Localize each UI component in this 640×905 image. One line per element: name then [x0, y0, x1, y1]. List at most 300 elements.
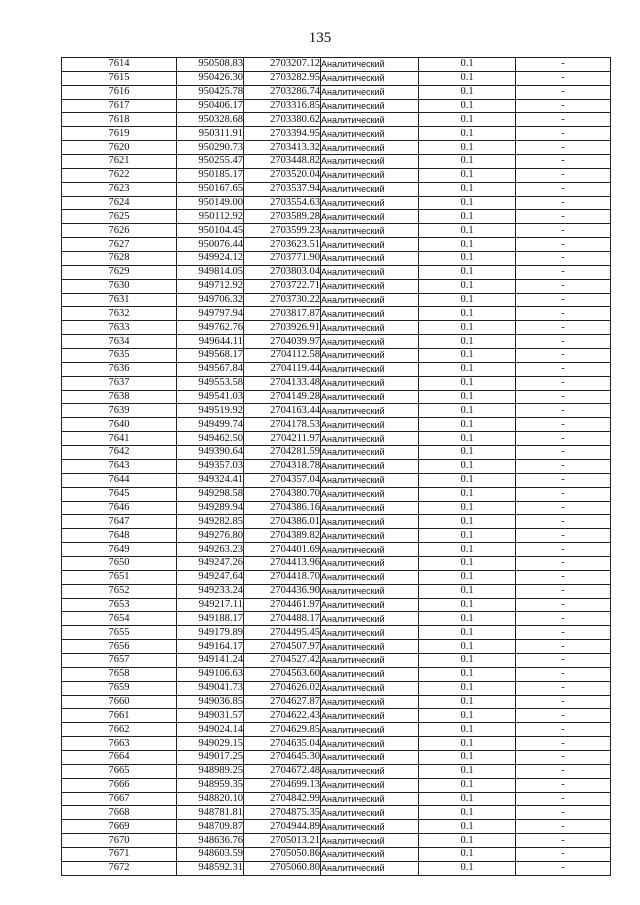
x-coordinate-cell: 949031.57	[177, 709, 244, 723]
point-number-cell: 7653	[62, 598, 177, 612]
method-cell: Аналитический	[321, 210, 419, 224]
y-coordinate-cell: 2704380.70	[244, 487, 321, 501]
x-coordinate-cell: 949797.94	[177, 307, 244, 321]
y-coordinate-cell: 2704507.97	[244, 640, 321, 654]
y-coordinate-cell: 2704495.45	[244, 626, 321, 640]
dash-cell: -	[516, 141, 611, 155]
accuracy-cell: 0.1	[419, 196, 516, 210]
point-number-cell: 7656	[62, 640, 177, 654]
method-cell: Аналитический	[321, 362, 419, 376]
x-coordinate-cell: 949247.26	[177, 556, 244, 570]
y-coordinate-cell: 2704627.87	[244, 695, 321, 709]
dash-cell: -	[516, 279, 611, 293]
accuracy-cell: 0.1	[419, 418, 516, 432]
accuracy-cell: 0.1	[419, 349, 516, 363]
x-coordinate-cell: 949568.17	[177, 349, 244, 363]
method-cell: Аналитический	[321, 58, 419, 72]
table-row	[62, 806, 611, 820]
table-row	[62, 778, 611, 792]
point-number-cell: 7636	[62, 362, 177, 376]
table-row	[62, 847, 611, 861]
point-number-cell: 7652	[62, 584, 177, 598]
y-coordinate-cell: 2704563.60	[244, 667, 321, 681]
accuracy-cell: 0.1	[419, 113, 516, 127]
x-coordinate-cell: 949164.17	[177, 640, 244, 654]
accuracy-cell: 0.1	[419, 750, 516, 764]
dash-cell: -	[516, 58, 611, 72]
dash-cell: -	[516, 806, 611, 820]
table-row	[62, 820, 611, 834]
dash-cell: -	[516, 695, 611, 709]
y-coordinate-cell: 2704875.35	[244, 806, 321, 820]
dash-cell: -	[516, 418, 611, 432]
x-coordinate-cell: 948959.35	[177, 778, 244, 792]
dash-cell: -	[516, 99, 611, 113]
method-cell: Аналитический	[321, 473, 419, 487]
method-cell: Аналитический	[321, 71, 419, 85]
accuracy-cell: 0.1	[419, 501, 516, 515]
point-number-cell: 7638	[62, 390, 177, 404]
x-coordinate-cell: 949188.17	[177, 612, 244, 626]
point-number-cell: 7671	[62, 847, 177, 861]
dash-cell: -	[516, 376, 611, 390]
table-row	[62, 127, 611, 141]
point-number-cell: 7637	[62, 376, 177, 390]
x-coordinate-cell: 949282.85	[177, 515, 244, 529]
dash-cell: -	[516, 307, 611, 321]
method-cell: Аналитический	[321, 85, 419, 99]
dash-cell: -	[516, 168, 611, 182]
y-coordinate-cell: 2704211.97	[244, 432, 321, 446]
accuracy-cell: 0.1	[419, 85, 516, 99]
x-coordinate-cell: 950185.17	[177, 168, 244, 182]
x-coordinate-cell: 949519.92	[177, 404, 244, 418]
y-coordinate-cell: 2704039.97	[244, 335, 321, 349]
point-number-cell: 7670	[62, 834, 177, 848]
point-number-cell: 7650	[62, 556, 177, 570]
point-number-cell: 7626	[62, 224, 177, 238]
method-cell: Аналитический	[321, 335, 419, 349]
point-number-cell: 7669	[62, 820, 177, 834]
accuracy-cell: 0.1	[419, 487, 516, 501]
point-number-cell: 7617	[62, 99, 177, 113]
dash-cell: -	[516, 196, 611, 210]
table-row	[62, 598, 611, 612]
x-coordinate-cell: 949553.58	[177, 376, 244, 390]
y-coordinate-cell: 2703599.23	[244, 224, 321, 238]
table-row	[62, 85, 611, 99]
x-coordinate-cell: 949541.03	[177, 390, 244, 404]
point-number-cell: 7648	[62, 529, 177, 543]
point-number-cell: 7621	[62, 155, 177, 169]
dash-cell: -	[516, 640, 611, 654]
x-coordinate-cell: 950167.65	[177, 182, 244, 196]
dash-cell: -	[516, 459, 611, 473]
x-coordinate-cell: 949041.73	[177, 681, 244, 695]
accuracy-cell: 0.1	[419, 182, 516, 196]
method-cell: Аналитический	[321, 127, 419, 141]
dash-cell: -	[516, 252, 611, 266]
method-cell: Аналитический	[321, 224, 419, 238]
x-coordinate-cell: 950406.17	[177, 99, 244, 113]
y-coordinate-cell: 2704488.17	[244, 612, 321, 626]
y-coordinate-cell: 2704842.99	[244, 792, 321, 806]
x-coordinate-cell: 948709.87	[177, 820, 244, 834]
x-coordinate-cell: 949324.41	[177, 473, 244, 487]
table-row	[62, 404, 611, 418]
x-coordinate-cell: 949814.05	[177, 265, 244, 279]
method-cell: Аналитический	[321, 709, 419, 723]
y-coordinate-cell: 2703803.04	[244, 265, 321, 279]
dash-cell: -	[516, 598, 611, 612]
method-cell: Аналитический	[321, 279, 419, 293]
x-coordinate-cell: 949141.24	[177, 653, 244, 667]
x-coordinate-cell: 949233.24	[177, 584, 244, 598]
method-cell: Аналитический	[321, 820, 419, 834]
point-number-cell: 7623	[62, 182, 177, 196]
table-row	[62, 543, 611, 557]
accuracy-cell: 0.1	[419, 446, 516, 460]
x-coordinate-cell: 949276.80	[177, 529, 244, 543]
point-number-cell: 7624	[62, 196, 177, 210]
dash-cell: -	[516, 85, 611, 99]
accuracy-cell: 0.1	[419, 653, 516, 667]
accuracy-cell: 0.1	[419, 529, 516, 543]
y-coordinate-cell: 2703520.04	[244, 168, 321, 182]
x-coordinate-cell: 949390.64	[177, 446, 244, 460]
dash-cell: -	[516, 155, 611, 169]
y-coordinate-cell: 2704418.70	[244, 570, 321, 584]
dash-cell: -	[516, 556, 611, 570]
table-row	[62, 196, 611, 210]
y-coordinate-cell: 2704401.69	[244, 543, 321, 557]
dash-cell: -	[516, 127, 611, 141]
method-cell: Аналитический	[321, 847, 419, 861]
x-coordinate-cell: 949289.94	[177, 501, 244, 515]
accuracy-cell: 0.1	[419, 640, 516, 654]
table-row	[62, 141, 611, 155]
accuracy-cell: 0.1	[419, 155, 516, 169]
table-row	[62, 515, 611, 529]
x-coordinate-cell: 949567.84	[177, 362, 244, 376]
dash-cell: -	[516, 293, 611, 307]
dash-cell: -	[516, 653, 611, 667]
dash-cell: -	[516, 71, 611, 85]
x-coordinate-cell: 949462.50	[177, 432, 244, 446]
accuracy-cell: 0.1	[419, 390, 516, 404]
x-coordinate-cell: 949263.23	[177, 543, 244, 557]
accuracy-cell: 0.1	[419, 515, 516, 529]
dash-cell: -	[516, 764, 611, 778]
x-coordinate-cell: 950149.00	[177, 196, 244, 210]
point-number-cell: 7646	[62, 501, 177, 515]
method-cell: Аналитический	[321, 501, 419, 515]
accuracy-cell: 0.1	[419, 335, 516, 349]
y-coordinate-cell: 2704413.96	[244, 556, 321, 570]
dash-cell: -	[516, 723, 611, 737]
table-row	[62, 432, 611, 446]
accuracy-cell: 0.1	[419, 764, 516, 778]
accuracy-cell: 0.1	[419, 71, 516, 85]
dash-cell: -	[516, 432, 611, 446]
point-number-cell: 7615	[62, 71, 177, 85]
point-number-cell: 7668	[62, 806, 177, 820]
table-row	[62, 640, 611, 654]
method-cell: Аналитический	[321, 168, 419, 182]
point-number-cell: 7665	[62, 764, 177, 778]
y-coordinate-cell: 2703623.51	[244, 238, 321, 252]
point-number-cell: 7645	[62, 487, 177, 501]
x-coordinate-cell: 949036.85	[177, 695, 244, 709]
x-coordinate-cell: 950104.45	[177, 224, 244, 238]
table-row	[62, 653, 611, 667]
y-coordinate-cell: 2704389.82	[244, 529, 321, 543]
accuracy-cell: 0.1	[419, 737, 516, 751]
method-cell: Аналитический	[321, 99, 419, 113]
accuracy-cell: 0.1	[419, 584, 516, 598]
table-row	[62, 71, 611, 85]
table-row	[62, 570, 611, 584]
dash-cell: -	[516, 709, 611, 723]
point-number-cell: 7627	[62, 238, 177, 252]
table-row	[62, 362, 611, 376]
method-cell: Аналитический	[321, 598, 419, 612]
table-row	[62, 155, 611, 169]
y-coordinate-cell: 2704699.13	[244, 778, 321, 792]
dash-cell: -	[516, 113, 611, 127]
method-cell: Аналитический	[321, 695, 419, 709]
accuracy-cell: 0.1	[419, 238, 516, 252]
dash-cell: -	[516, 210, 611, 224]
accuracy-cell: 0.1	[419, 723, 516, 737]
accuracy-cell: 0.1	[419, 861, 516, 875]
method-cell: Аналитический	[321, 834, 419, 848]
table-row	[62, 695, 611, 709]
y-coordinate-cell: 2704119.44	[244, 362, 321, 376]
x-coordinate-cell: 949706.32	[177, 293, 244, 307]
accuracy-cell: 0.1	[419, 667, 516, 681]
method-cell: Аналитический	[321, 612, 419, 626]
x-coordinate-cell: 950425.78	[177, 85, 244, 99]
x-coordinate-cell: 950076.44	[177, 238, 244, 252]
point-number-cell: 7664	[62, 750, 177, 764]
dash-cell: -	[516, 224, 611, 238]
accuracy-cell: 0.1	[419, 820, 516, 834]
y-coordinate-cell: 2704622.43	[244, 709, 321, 723]
method-cell: Аналитический	[321, 182, 419, 196]
table-row	[62, 584, 611, 598]
dash-cell: -	[516, 820, 611, 834]
table-row	[62, 293, 611, 307]
accuracy-cell: 0.1	[419, 99, 516, 113]
method-cell: Аналитический	[321, 515, 419, 529]
y-coordinate-cell: 2703282.95	[244, 71, 321, 85]
point-number-cell: 7619	[62, 127, 177, 141]
x-coordinate-cell: 949712.92	[177, 279, 244, 293]
y-coordinate-cell: 2704436.90	[244, 584, 321, 598]
dash-cell: -	[516, 349, 611, 363]
table-row	[62, 265, 611, 279]
accuracy-cell: 0.1	[419, 362, 516, 376]
y-coordinate-cell: 2705060.80	[244, 861, 321, 875]
method-cell: Аналитический	[321, 349, 419, 363]
y-coordinate-cell: 2704626.02	[244, 681, 321, 695]
method-cell: Аналитический	[321, 529, 419, 543]
table-row	[62, 321, 611, 335]
method-cell: Аналитический	[321, 681, 419, 695]
y-coordinate-cell: 2703413.32	[244, 141, 321, 155]
dash-cell: -	[516, 404, 611, 418]
point-number-cell: 7657	[62, 653, 177, 667]
x-coordinate-cell: 948636.76	[177, 834, 244, 848]
method-cell: Аналитический	[321, 861, 419, 875]
method-cell: Аналитический	[321, 543, 419, 557]
method-cell: Аналитический	[321, 293, 419, 307]
y-coordinate-cell: 2703554.63	[244, 196, 321, 210]
dash-cell: -	[516, 584, 611, 598]
accuracy-cell: 0.1	[419, 279, 516, 293]
x-coordinate-cell: 948592.31	[177, 861, 244, 875]
point-number-cell: 7660	[62, 695, 177, 709]
x-coordinate-cell: 949247.64	[177, 570, 244, 584]
dash-cell: -	[516, 362, 611, 376]
accuracy-cell: 0.1	[419, 626, 516, 640]
method-cell: Аналитический	[321, 265, 419, 279]
method-cell: Аналитический	[321, 432, 419, 446]
accuracy-cell: 0.1	[419, 612, 516, 626]
table-row	[62, 349, 611, 363]
dash-cell: -	[516, 182, 611, 196]
method-cell: Аналитический	[321, 750, 419, 764]
x-coordinate-cell: 949924.12	[177, 252, 244, 266]
accuracy-cell: 0.1	[419, 141, 516, 155]
table-row	[62, 750, 611, 764]
dash-cell: -	[516, 390, 611, 404]
point-number-cell: 7662	[62, 723, 177, 737]
x-coordinate-cell: 950290.73	[177, 141, 244, 155]
accuracy-cell: 0.1	[419, 321, 516, 335]
method-cell: Аналитический	[321, 459, 419, 473]
point-number-cell: 7620	[62, 141, 177, 155]
point-number-cell: 7641	[62, 432, 177, 446]
y-coordinate-cell: 2703380.62	[244, 113, 321, 127]
dash-cell: -	[516, 570, 611, 584]
y-coordinate-cell: 2704133.48	[244, 376, 321, 390]
x-coordinate-cell: 949762.76	[177, 321, 244, 335]
method-cell: Аналитический	[321, 556, 419, 570]
table-row	[62, 626, 611, 640]
method-cell: Аналитический	[321, 446, 419, 460]
y-coordinate-cell: 2703722.71	[244, 279, 321, 293]
table-row	[62, 238, 611, 252]
y-coordinate-cell: 2705013.21	[244, 834, 321, 848]
table-row	[62, 168, 611, 182]
dash-cell: -	[516, 861, 611, 875]
point-number-cell: 7632	[62, 307, 177, 321]
table-row	[62, 113, 611, 127]
dash-cell: -	[516, 737, 611, 751]
y-coordinate-cell: 2704178.53	[244, 418, 321, 432]
y-coordinate-cell: 2703394.95	[244, 127, 321, 141]
table-row	[62, 390, 611, 404]
y-coordinate-cell: 2703537.94	[244, 182, 321, 196]
accuracy-cell: 0.1	[419, 695, 516, 709]
table-row	[62, 861, 611, 875]
method-cell: Аналитический	[321, 404, 419, 418]
accuracy-cell: 0.1	[419, 847, 516, 861]
point-number-cell: 7633	[62, 321, 177, 335]
point-number-cell: 7618	[62, 113, 177, 127]
point-number-cell: 7629	[62, 265, 177, 279]
y-coordinate-cell: 2703771.90	[244, 252, 321, 266]
table-row	[62, 473, 611, 487]
accuracy-cell: 0.1	[419, 307, 516, 321]
point-number-cell: 7631	[62, 293, 177, 307]
y-coordinate-cell: 2704635.04	[244, 737, 321, 751]
x-coordinate-cell: 949298.58	[177, 487, 244, 501]
table-row	[62, 376, 611, 390]
point-number-cell: 7672	[62, 861, 177, 875]
y-coordinate-cell: 2704357.04	[244, 473, 321, 487]
accuracy-cell: 0.1	[419, 432, 516, 446]
table-row	[62, 764, 611, 778]
table-row	[62, 335, 611, 349]
method-cell: Аналитический	[321, 653, 419, 667]
x-coordinate-cell: 948781.81	[177, 806, 244, 820]
point-number-cell: 7625	[62, 210, 177, 224]
point-number-cell: 7655	[62, 626, 177, 640]
method-cell: Аналитический	[321, 584, 419, 598]
x-coordinate-cell: 949017.25	[177, 750, 244, 764]
point-number-cell: 7622	[62, 168, 177, 182]
y-coordinate-cell: 2704281.59	[244, 446, 321, 460]
point-number-cell: 7639	[62, 404, 177, 418]
accuracy-cell: 0.1	[419, 224, 516, 238]
x-coordinate-cell: 949029.15	[177, 737, 244, 751]
table-row	[62, 723, 611, 737]
x-coordinate-cell: 948820.10	[177, 792, 244, 806]
dash-cell: -	[516, 335, 611, 349]
coordinates-table	[61, 57, 611, 876]
y-coordinate-cell: 2703316.85	[244, 99, 321, 113]
accuracy-cell: 0.1	[419, 376, 516, 390]
table-row	[62, 612, 611, 626]
dash-cell: -	[516, 515, 611, 529]
point-number-cell: 7640	[62, 418, 177, 432]
point-number-cell: 7628	[62, 252, 177, 266]
method-cell: Аналитический	[321, 570, 419, 584]
accuracy-cell: 0.1	[419, 792, 516, 806]
dash-cell: -	[516, 487, 611, 501]
y-coordinate-cell: 2704149.28	[244, 390, 321, 404]
table-row	[62, 737, 611, 751]
y-coordinate-cell: 2704461.97	[244, 598, 321, 612]
accuracy-cell: 0.1	[419, 293, 516, 307]
table-row	[62, 501, 611, 515]
method-cell: Аналитический	[321, 307, 419, 321]
point-number-cell: 7651	[62, 570, 177, 584]
method-cell: Аналитический	[321, 626, 419, 640]
x-coordinate-cell: 949357.03	[177, 459, 244, 473]
table-row	[62, 224, 611, 238]
y-coordinate-cell: 2703817.87	[244, 307, 321, 321]
accuracy-cell: 0.1	[419, 681, 516, 695]
method-cell: Аналитический	[321, 806, 419, 820]
x-coordinate-cell: 948989.25	[177, 764, 244, 778]
x-coordinate-cell: 950311.91	[177, 127, 244, 141]
y-coordinate-cell: 2703730.22	[244, 293, 321, 307]
x-coordinate-cell: 949179.89	[177, 626, 244, 640]
